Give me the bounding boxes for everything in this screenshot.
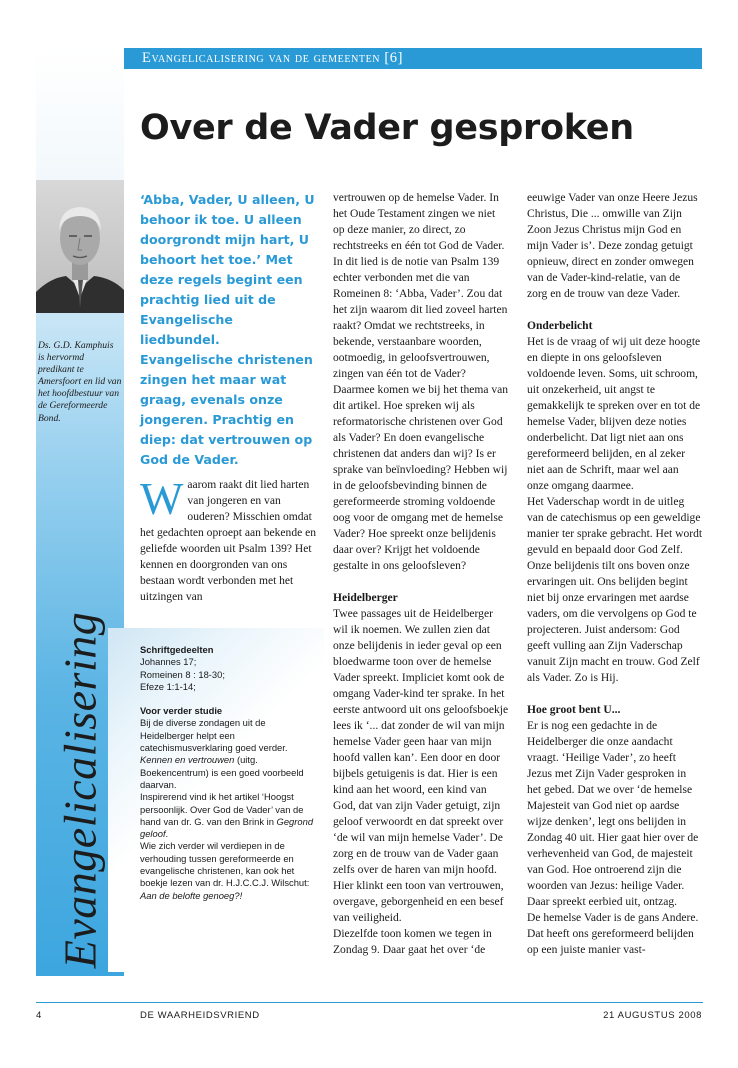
article-title: Over de Vader gesproken (140, 108, 634, 148)
study-paragraph: Wie zich verder wil verdiepen in de verhouding tussen gereformeerde en evangelische christenen, kan ook het boekje lezen van dr. H.J.C.C.J. Wilschut: Aan de belofte genoeg?! (140, 840, 310, 901)
book-title: Kennen en vertrouwen (140, 754, 235, 766)
margin-stripe-top (36, 48, 124, 180)
section-vertical-label: Evangelicalisering (54, 611, 106, 969)
body-paragraph: Twee passages uit de Heidelberger wil ik noemen. We zullen zien dat onze belijdenis in ieder geval op een bloedwarme toon over de hemelse Vader spreekt. Impliciet komt ook de omgang Vader-kind ter sprake. In het eerste antwoord uit ons geloofsboekje lees ik ‘... dat zonder de wil van mijn hemelse Vader geen haar van mijn hoofd vallen kan’. Een door en door bijbels getuigenis is dat. Hier is een kind aan het woord, een kind van God, dat van zijn Vader getuigt, zijn geloof verwoordt en dat spreekt over ‘de wil van mijn hemelse Vader’. De zorg en de trouw van de Vader gaan zelfs over de haren van mijn hoofd. Hier klinkt een toon van vertrouwen, overgave, geborgenheid en een besef van veiligheid. (333, 608, 509, 924)
page-number: 4 (36, 1010, 42, 1021)
series-label: Evangelicalisering van de gemeenten [6] (142, 50, 404, 66)
issue-date: 21 AUGUSTUS 2008 (603, 1010, 702, 1021)
body-paragraph: vertrouwen op de hemelse Vader. In het Oude Testament zingen we niet op deze manier, zo direct, zo rechtstreeks en één tot God de Vader. In dit lied is de notie van Psalm 139 echter verbonden met die van Romeinen 8: ‘Abba, Vader’. Zou dat het zijn waarom dit lied zoveel harten raakt? Omdat we rechtstreeks, in bekende, verstaanbare woorden, ootmoedig, in geloofsvertrouwen, zingen van één tot de Vader? (333, 192, 508, 380)
sidebar-heading-scripture: Schriftgedeelten (140, 644, 214, 655)
intro-text: aarom raakt dit lied harten van jongeren en van ouderen? Misschien omdat het gedachten oproept aan bekende en geliefde woorden uit Psalm 139? Het kennen en doorgronden van ons bestaan wordt verbonden met het uitzingen van (140, 479, 317, 603)
scripture-ref: Romeinen 8 : 18-30; (140, 668, 225, 680)
book-title: Aan de belofte genoeg?! (140, 889, 243, 901)
body-paragraph: Het Vaderschap wordt in de uitleg van de catechismus op een geweldige manier ter sprake gebracht. Het wordt gevuld en bepaald door God Zelf. Onze belijdenis tilt ons boven onze ervaringen uit. Ons belijden begint niet bij onze ervaringen met aardse vaders, om die vervolgens op God te projecteren. Juist andersom: God geeft vulling aan Zijn Vaderschap vanuit Zijn macht en trouw. God Zelf als Vader. Zo is Hij. (527, 496, 703, 684)
study-sidebar (108, 628, 324, 972)
column-2 (333, 190, 509, 958)
body-paragraph: Er is nog een gedachte in de Heidelberger die onze aandacht vraagt. ‘Heilige Vader’, zo heeft Jezus met Zijn Vader gesproken in het gebed. Dat we over ‘de hemelse Majesteit van God niet op aardse wijze denken’, legt ons belijden in Zondag 40 uit. Hier gaat hier over de verhevenheid van God, de majesteit van God. Hoe ontroerend zijn die woorden van Jezus: heilige Vader. Daar spreekt eerbied uit, ontzag. (527, 720, 699, 908)
lead-quote: ‘Abba, Vader, U alleen, U behoor ik toe. U alleen doorgrondt mijn hart, U behoort het toe.’ Met deze regels begint een prachtig lied uit de Evangelische liedbundel. Evangelische christenen zingen het maar wat graag, evenals onze jongeren. Prachtig en diep: dat vertrouwen op God de Vader. (140, 192, 315, 467)
drop-cap: W (140, 473, 184, 524)
scripture-ref: Johannes 17; (140, 656, 197, 668)
column-3 (527, 190, 703, 958)
intro-paragraph (140, 473, 317, 605)
sidebar-heading-study: Voor verder studie (140, 705, 223, 717)
subheading-hoe-groot: Hoe groot bent U... (527, 704, 621, 716)
footer-rule (36, 1002, 703, 1003)
body-paragraph: Het is de vraag of wij uit deze hoogte en diepte in ons geloofsleven voldoende leven. Soms, uit schroom, uit onzekerheid, uit angst te gemakkelijk te spreken over en tot de hemelse Vader, blijven deze noties onderbelicht. Dat ligt niet aan ons gereformeerd belijden, en al zeker niet aan de Schrift, maar wel aan onze omgang daarmee. (527, 336, 701, 492)
body-paragraph: De hemelse Vader is de gans Andere. Dat heeft ons gereformeerd belijden op een juiste manier vast- (527, 912, 699, 956)
study-paragraph: Inspirerend vind ik het artikel ‘Hoogst persoonlijk. Over God de Vader’ van de hand van dr. G. van den Brink in Gegrond geloof. (140, 791, 314, 840)
scripture-ref: Efeze 1:1-14; (140, 680, 196, 692)
series-header-bar (124, 48, 702, 69)
book-title: Gegrond geloof (140, 815, 314, 840)
subheading-heidelberger: Heidelberger (333, 592, 398, 604)
author-portrait (36, 180, 124, 313)
magazine-name: DE WAARHEIDSVRIEND (140, 1010, 260, 1021)
author-caption: Ds. G.D. Kamphuis is hervormd predikant te Amersfoort en lid van het hoofdbestuur van de Gereformeerde Bond. (38, 340, 122, 424)
body-paragraph: Daarmee komen we bij het thema van dit artikel. Hoe spreken wij als reformatorische christenen over God als Vader? En doen evangelische christenen dat anders dan wij? Is er sprake van beïnvloeding? Hebben wij in de geloofsbevinding binnen de gereformeerde stroming voldoende oog voor de omgang met de hemelse Vader? Hoe spreekt onze belijdenis daar over? Krijgt het voldoende gestalte in ons geloofsleven? (333, 384, 509, 572)
body-paragraph: eeuwige Vader van onze Heere Jezus Christus, Die ... omwille van Zijn Zoon Jezus Christus mijn God en mijn Vader is’. Deze zondag getuigt opnieuw, direct en zonder omwegen van de Vader-kind-relatie, van de zorg en de trouw van deze Vader. (527, 192, 698, 300)
study-paragraph: Bij de diverse zondagen uit de Heidelberger helpt een catechismusverklaring goed verder. Kennen en vertrouwen (uitg. Boekencentrum) is een goed voorbeeld daarvan. (140, 717, 304, 790)
subheading-onderbelicht: Onderbelicht (527, 320, 593, 332)
body-paragraph: Diezelfde toon komen we tegen in Zondag 9. Daar gaat het over ‘de (333, 928, 492, 956)
